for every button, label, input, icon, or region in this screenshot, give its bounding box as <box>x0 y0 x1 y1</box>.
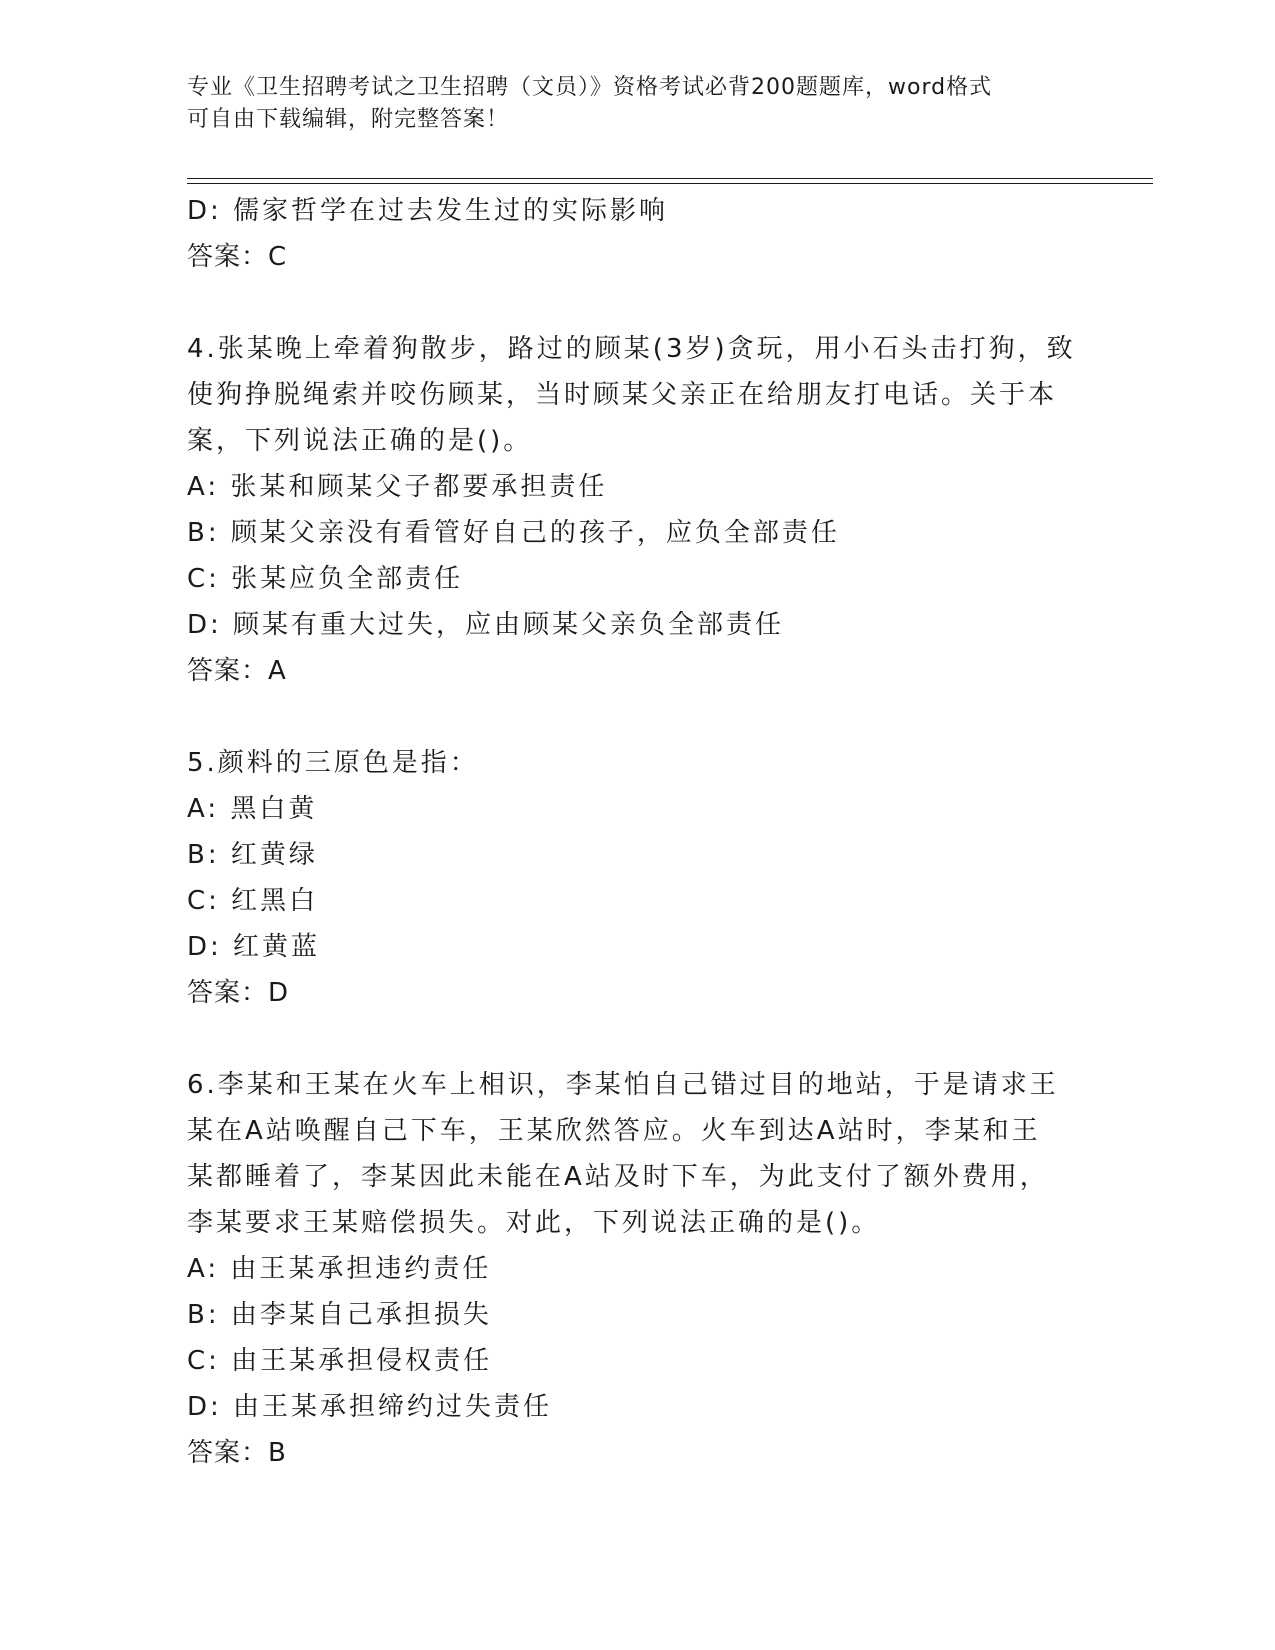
document-header <box>187 72 1067 136</box>
header-divider-top <box>187 178 1153 179</box>
question-4-option-a: A: 张某和顾某父子都要承担责任 <box>187 472 608 502</box>
header-title-line-1: 专业《卫生招聘考试之卫生招聘（文员）》资格考试必背200题题库，word格式 <box>187 75 993 100</box>
question-list <box>187 188 1087 1476</box>
question-6-stem-line-2: 某在A站唤醒自己下车，王某欣然答应。火车到达A站时，李某和王 <box>187 1116 1041 1146</box>
question-5-option-c: C: 红黑白 <box>187 886 319 916</box>
question-4-option-c: C: 张某应负全部责任 <box>187 564 464 594</box>
question-6-stem-line-1: 6.李某和王某在火车上相识，李某怕自己错过目的地站，于是请求王 <box>187 1070 1059 1100</box>
spacer <box>187 1016 1087 1062</box>
question-6-option-c: C: 由王某承担侵权责任 <box>187 1346 493 1376</box>
question-4-stem-line-3: 案，下列说法正确的是()。 <box>187 426 533 456</box>
question-5-option-b: B: 红黄绿 <box>187 840 318 870</box>
question-5 <box>187 740 1087 1016</box>
spacer <box>187 694 1087 740</box>
question-6-option-b: B: 由李某自己承担损失 <box>187 1300 492 1330</box>
question-4-option-d: D: 顾某有重大过失，应由顾某父亲负全部责任 <box>187 610 785 640</box>
question-6-option-a: A: 由王某承担违约责任 <box>187 1254 492 1284</box>
question-6-answer: 答案：B <box>187 1438 287 1468</box>
spacer <box>187 280 1087 326</box>
question-3-option-d: D: 儒家哲学在过去发生过的实际影响 <box>187 196 669 226</box>
question-6 <box>187 1062 1087 1476</box>
header-title-line-2: 可自由下载编辑，附完整答案！ <box>187 107 510 132</box>
question-3-answer: 答案：C <box>187 242 288 272</box>
question-4-option-b: B: 顾某父亲没有看管好自己的孩子，应负全部责任 <box>187 518 840 548</box>
question-4-stem-line-2: 使狗挣脱绳索并咬伤顾某，当时顾某父亲正在给朋友打电话。关于本 <box>187 380 1058 410</box>
question-5-answer: 答案：D <box>187 978 290 1008</box>
question-4-answer: 答案：A <box>187 656 287 686</box>
question-6-option-d: D: 由王某承担缔约过失责任 <box>187 1392 553 1422</box>
question-6-stem-line-3: 某都睡着了，李某因此未能在A站及时下车，为此支付了额外费用， <box>187 1162 1049 1192</box>
question-4 <box>187 326 1087 694</box>
header-divider-bottom <box>187 183 1153 184</box>
question-6-stem-line-4: 李某要求王某赔偿损失。对此，下列说法正确的是()。 <box>187 1208 881 1238</box>
question-5-option-a: A: 黑白黄 <box>187 794 318 824</box>
question-4-stem-line-1: 4.张某晚上牵着狗散步，路过的顾某(3岁)贪玩，用小石头击打狗，致 <box>187 334 1076 364</box>
question-5-stem-line-1: 5.颜料的三原色是指： <box>187 748 479 778</box>
question-5-option-d: D: 红黄蓝 <box>187 932 321 962</box>
